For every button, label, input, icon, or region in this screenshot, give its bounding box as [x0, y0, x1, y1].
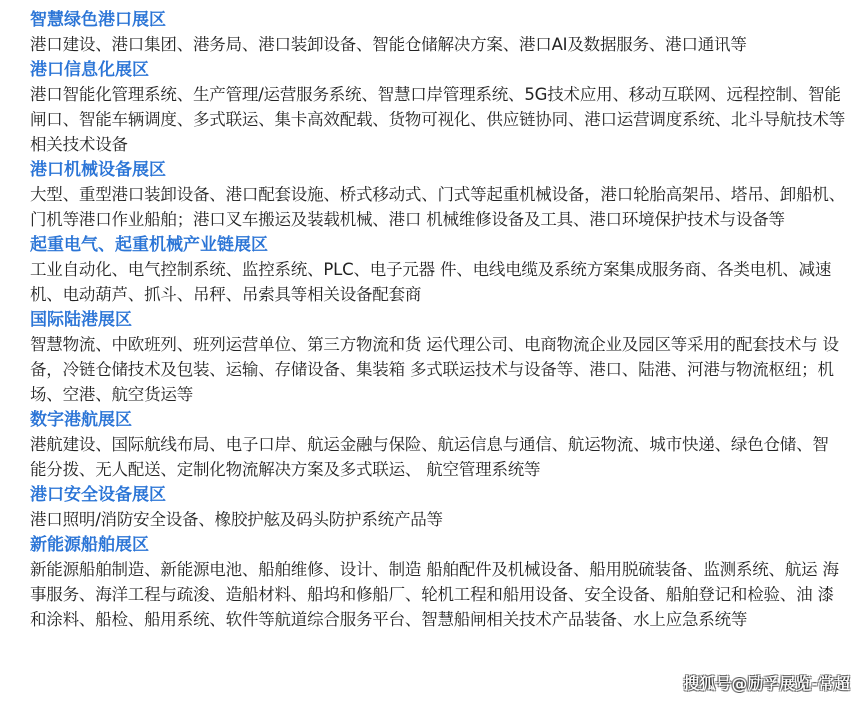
- zone-title-port-informatization: 港口信息化展区: [30, 60, 149, 80]
- sohu-watermark: 搜狐号@励孚展览-常超: [683, 674, 850, 693]
- zone-description-lifting-electrical: 工业自动化、电气控制系统、监控系统、PLC、电子元器 件、电线电缆及系统方案集成服务商、各类电机、减速机、电动葫芦、抓斗、吊秤、吊索具等相关设备配套商: [30, 260, 832, 304]
- zone-title-international-land-port: 国际陆港展区: [30, 310, 132, 330]
- zone-description-international-land-port: 智慧物流、中欧班列、班列运营单位、第三方物流和货 运代理公司、电商物流企业及园区等采用的配套技术与 设备，冷链仓储技术及包装、运输、存储设备、集装箱 多式联运技术与设备等、港口、陆港、河港与物流枢纽；机场、空港、航空货运等: [30, 335, 839, 404]
- zone-title-new-energy-ship: 新能源船舶展区: [30, 535, 149, 555]
- zone-description-port-safety: 港口照明/消防安全设备、橡胶护舷及码头防护系统产品等: [30, 510, 443, 529]
- zone-title-port-safety: 港口安全设备展区: [30, 485, 166, 505]
- zone-description-port-informatization: 港口智能化管理系统、生产管理/运营服务系统、智慧口岸管理系统、5G技术应用、移动互联网、远程控制、智能闸口、智能车辆调度、多式联运、集卡高效配载、货物可视化、供应链协同、港口运营调度系统、北斗导航技术等相关技术设备: [30, 85, 846, 154]
- zone-description-new-energy-ship: 新能源船舶制造、新能源电池、船舶维修、设计、制造 船舶配件及机械设备、船用脱硫装备、监测系统、航运 海事服务、海洋工程与疏浚、造船材料、船坞和修船厂、轮机工程和船用设备、安全设备、船舶登记和检验、油 漆和涂料、船检、船用系统、软件等航道综合服务平台、智慧船闸相关技术产品装备、水上应急系统等: [30, 560, 839, 629]
- zone-title-port-machinery: 港口机械设备展区: [30, 160, 166, 180]
- exhibition-zone-list: [30, 8, 850, 633]
- zone-description-port-machinery: 大型、重型港口装卸设备、港口配套设施、桥式移动式、门式等起重机械设备，港口轮胎高架吊、塔吊、卸船机、门机等港口作业船舶；港口叉车搬运及装载机械、港口 机械维修设备及工具、港口环境保护技术与设备等: [30, 185, 846, 229]
- zone-description-smart-green-port: 港口建设、港口集团、港务局、港口装卸设备、智能仓储解决方案、港口AI及数据服务、港口通讯等: [30, 35, 747, 54]
- zone-title-digital-shipping: 数字港航展区: [30, 410, 132, 430]
- zone-description-digital-shipping: 港航建设、国际航线布局、电子口岸、航运金融与保险、航运信息与通信、航运物流、城市快递、绿色仓储、智 能分拨、无人配送、定制化物流解决方案及多式联运、 航空管理系统等: [30, 435, 829, 479]
- zone-title-lifting-electrical: 起重电气、起重机械产业链展区: [30, 235, 268, 255]
- zone-title-smart-green-port: 智慧绿色港口展区: [30, 10, 166, 30]
